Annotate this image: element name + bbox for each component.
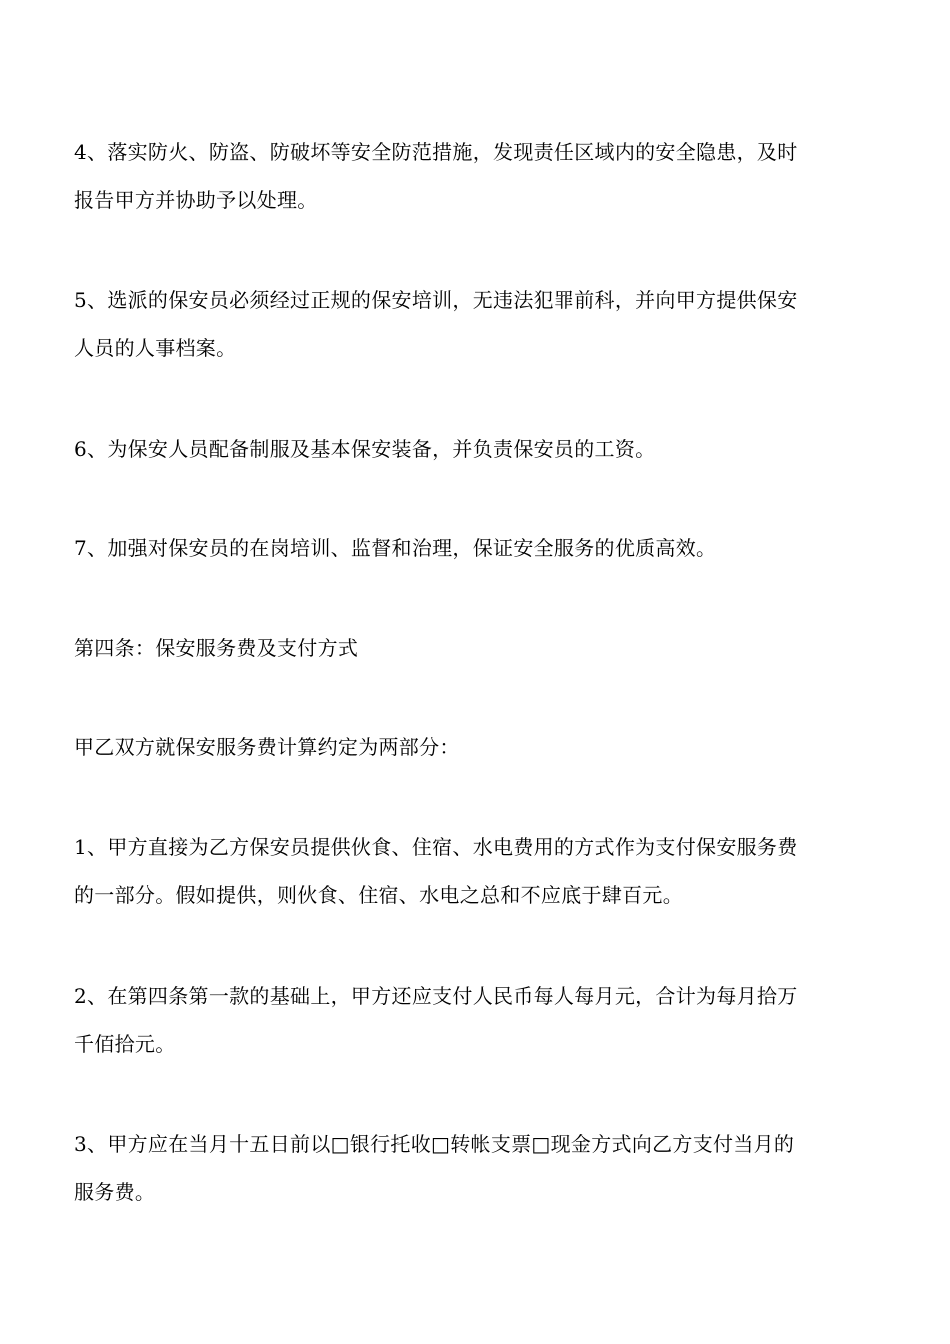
paragraph-line: 1、甲方直接为乙方保安员提供伙食、住宿、水电费用的方式作为支付保安服务费 — [74, 835, 798, 859]
section-heading-text: 第四条：保安服务费及支付方式 — [74, 636, 359, 660]
paragraph-line: 甲乙双方就保安服务费计算约定为两部分： — [74, 735, 460, 759]
paragraph-fee-2 — [74, 972, 880, 1068]
paragraph-line: 报告甲方并协助予以处理。 — [74, 188, 318, 212]
paragraph-fee-3 — [74, 1120, 880, 1216]
paragraph-line: 的一部分。假如提供，则伙食、住宿、水电之总和不应底于肆百元。 — [74, 883, 683, 907]
paragraph-intro — [74, 723, 880, 771]
paragraph-line: 千佰拾元。 — [74, 1032, 176, 1056]
paragraph-item-7 — [74, 524, 880, 572]
paragraph-item-6 — [74, 425, 880, 473]
section-heading-article-4 — [74, 624, 880, 672]
paragraph-line: 服务费。 — [74, 1180, 156, 1204]
paragraph-line: 2、在第四条第一款的基础上，甲方还应支付人民币每人每月元，合计为每月拾万 — [74, 984, 798, 1008]
paragraph-fee-1 — [74, 823, 880, 919]
paragraph-item-4 — [74, 128, 880, 224]
paragraph-item-5 — [74, 276, 880, 372]
paragraph-line: 5、选派的保安员必须经过正规的保安培训，无违法犯罪前科，并向甲方提供保安 — [74, 288, 798, 312]
paragraph-line: 6、为保安人员配备制服及基本保安装备，并负责保安员的工资。 — [74, 437, 656, 461]
paragraph-line: 4、落实防火、防盗、防破坏等安全防范措施，发现责任区域内的安全隐患，及时 — [74, 140, 798, 164]
paragraph-line: 人员的人事档案。 — [74, 336, 237, 360]
paragraph-line: 7、加强对保安员的在岗培训、监督和治理，保证安全服务的优质高效。 — [74, 536, 717, 560]
paragraph-line: 3、甲方应在当月十五日前以□银行托收□转帐支票□现金方式向乙方支付当月的 — [74, 1132, 795, 1156]
